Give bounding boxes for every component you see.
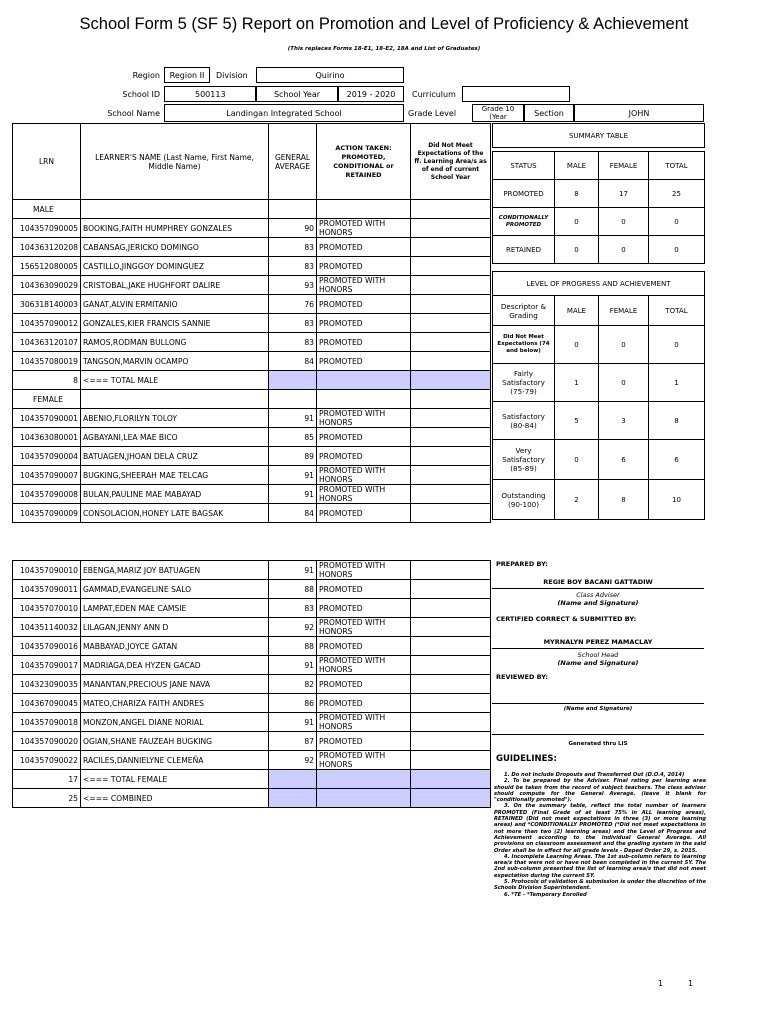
- learner-action: PROMOTED: [317, 447, 411, 466]
- learner-row: [13, 257, 491, 276]
- learner-row: [13, 751, 491, 770]
- learner-average: 87: [269, 732, 317, 751]
- shaded-cell: [411, 371, 491, 390]
- learner-lrn: 104357090007: [13, 466, 81, 485]
- summary-col-female: FEMALE: [599, 152, 649, 180]
- guidelines-title: GUIDELINES:: [496, 754, 557, 764]
- learner-action: PROMOTED: [317, 333, 411, 352]
- progress-desc: Satisfactory (80-84): [493, 402, 555, 440]
- learner-action: PROMOTED: [317, 428, 411, 447]
- learner-lrn: 104357090008: [13, 485, 81, 504]
- signature-line: [492, 703, 704, 704]
- learner-action: PROMOTED: [317, 580, 411, 599]
- learner-not-met: [411, 751, 491, 770]
- learner-not-met: [411, 428, 491, 447]
- learner-average: 88: [269, 637, 317, 656]
- learner-name: RACILES,DANNIELYNE CLEMEÑA: [81, 751, 269, 770]
- progress-col-female: FEMALE: [599, 296, 649, 326]
- learner-not-met: [411, 637, 491, 656]
- learner-row: [13, 732, 491, 751]
- guideline-item: 2. To be prepared by the Adviser. Final rating per learning area should be taken from the record of subject teachers. The class adviser should compute for the General Average. (leave it blank for "conditionally promoted").: [494, 778, 706, 804]
- col-lrn: LRN: [13, 124, 81, 200]
- learner-name: ABENIO,FLORILYN TOLOY: [81, 409, 269, 428]
- col-average: GENERAL AVERAGE: [269, 124, 317, 200]
- guideline-item: 1. Do not include Dropouts and Transferred Out (D.O.4, 2014): [504, 772, 685, 778]
- learner-average: 83: [269, 333, 317, 352]
- learner-lrn: 104357070010: [13, 599, 81, 618]
- learner-not-met: [411, 352, 491, 371]
- learner-action: PROMOTED WITH HONORS: [317, 618, 411, 637]
- learner-name: BULAN,PAULINE MAE MABAYAD: [81, 485, 269, 504]
- learner-row: [13, 713, 491, 732]
- learner-not-met: [411, 485, 491, 504]
- school-year-label: School Year: [256, 86, 338, 102]
- learner-lrn: 104357090022: [13, 751, 81, 770]
- shaded-cell: [269, 770, 317, 789]
- learner-lrn: 104357090004: [13, 447, 81, 466]
- learner-not-met: [411, 257, 491, 276]
- learner-lrn: 104357090011: [13, 580, 81, 599]
- page-count: 1: [688, 979, 694, 988]
- learner-lrn: 156512080005: [13, 257, 81, 276]
- learner-not-met: [411, 314, 491, 333]
- learner-name: TANGSON,MARVIN OCAMPO: [81, 352, 269, 371]
- adviser-note: (Name and Signature): [557, 599, 639, 607]
- learner-not-met: [411, 447, 491, 466]
- learner-lrn: 104357090012: [13, 314, 81, 333]
- learner-average: 76: [269, 295, 317, 314]
- learner-lrn: 104363080001: [13, 428, 81, 447]
- learner-lrn: 104323090035: [13, 675, 81, 694]
- learner-average: 85: [269, 428, 317, 447]
- learner-not-met: [411, 561, 491, 580]
- shaded-cell: [317, 371, 411, 390]
- learner-row: [13, 656, 491, 675]
- learner-action: PROMOTED: [317, 238, 411, 257]
- learner-name: BUGKING,SHEERAH MAE TELCAG: [81, 466, 269, 485]
- learner-row: [13, 675, 491, 694]
- learner-not-met: [411, 409, 491, 428]
- learner-name: LAMPAT,EDEN MAE CAMSIE: [81, 599, 269, 618]
- progress-col-total: TOTAL: [649, 296, 705, 326]
- combined-label: <=== COMBINED: [81, 789, 269, 808]
- division-label: Division: [216, 70, 248, 80]
- learner-action: PROMOTED: [317, 504, 411, 523]
- learner-lrn: 104367090045: [13, 694, 81, 713]
- learner-action: PROMOTED WITH HONORS: [317, 276, 411, 295]
- summary-col-total: TOTAL: [649, 152, 705, 180]
- learner-average: 83: [269, 238, 317, 257]
- learner-row: [13, 428, 491, 447]
- grade-level-label: Grade Level: [408, 108, 457, 118]
- learner-action: PROMOTED: [317, 599, 411, 618]
- learner-action: PROMOTED: [317, 694, 411, 713]
- empty-cell: [411, 390, 491, 409]
- learner-action: PROMOTED WITH HONORS: [317, 485, 411, 504]
- section-value: JOHN: [574, 104, 704, 122]
- learner-row: [13, 219, 491, 238]
- learner-not-met: [411, 656, 491, 675]
- total-male-label: <=== TOTAL MALE: [81, 371, 269, 390]
- spacer: [493, 264, 705, 272]
- school-id-label: School ID: [122, 89, 160, 99]
- head-name: MYRNALYN PEREZ MAMACLAY: [543, 638, 653, 646]
- learner-name: MABBAYAD,JOYCE GATAN: [81, 637, 269, 656]
- summary-female: 0: [599, 208, 649, 236]
- learner-not-met: [411, 219, 491, 238]
- school-name-value: Landingan Integrated School: [164, 104, 404, 122]
- summary-female: 0: [599, 236, 649, 264]
- learner-action: PROMOTED WITH HONORS: [317, 561, 411, 580]
- page-number: 1: [658, 979, 664, 988]
- learner-name: MADRIAGA,DEA HYZEN GACAD: [81, 656, 269, 675]
- learner-row: [13, 599, 491, 618]
- learner-action: PROMOTED WITH HONORS: [317, 409, 411, 428]
- learner-average: 89: [269, 447, 317, 466]
- progress-total: 0: [649, 326, 705, 364]
- learner-average: 91: [269, 656, 317, 675]
- learner-name: OGIAN,SHANE FAUZEAH BUGKING: [81, 732, 269, 751]
- combined-count: 25: [13, 789, 81, 808]
- progress-desc: Fairly Satisfactory (75-79): [493, 364, 555, 402]
- empty-cell: [81, 200, 269, 219]
- summary-status: CONDITIONALLY PROMOTED: [493, 208, 555, 236]
- learner-not-met: [411, 618, 491, 637]
- adviser-name: REGIE BOY BACANI GATTADIW: [543, 578, 653, 586]
- learner-row: [13, 637, 491, 656]
- section-label: Section: [524, 104, 574, 122]
- learner-lrn: 104363090029: [13, 276, 81, 295]
- learner-name: AGBAYANI,LEA MAE BICO: [81, 428, 269, 447]
- learner-not-met: [411, 504, 491, 523]
- learner-action: PROMOTED: [317, 637, 411, 656]
- learner-row: [13, 580, 491, 599]
- learner-name: LILAGAN,JENNY ANN D: [81, 618, 269, 637]
- learner-row: [13, 694, 491, 713]
- progress-desc: Did Not Meet Expectations (74 and below): [493, 326, 555, 364]
- learner-average: 91: [269, 713, 317, 732]
- signature-line: [492, 588, 704, 589]
- curriculum-value: [462, 86, 570, 102]
- school-id-value: 500113: [164, 86, 256, 102]
- signature-line: [492, 734, 704, 735]
- learner-name: MANANTAN,PRECIOUS JANE NAVA: [81, 675, 269, 694]
- learner-action: PROMOTED: [317, 732, 411, 751]
- summary-female: 17: [599, 180, 649, 208]
- learner-name: CASTILLO,JINGGOY DOMINGUEZ: [81, 257, 269, 276]
- head-note: (Name and Signature): [557, 659, 639, 667]
- summary-col-male: MALE: [555, 152, 599, 180]
- learner-lrn: 104357090018: [13, 713, 81, 732]
- curriculum-label: Curriculum: [412, 89, 456, 99]
- learner-lrn: 104357090017: [13, 656, 81, 675]
- total-female-label: <=== TOTAL FEMALE: [81, 770, 269, 789]
- region-value: Region II: [164, 67, 210, 83]
- learner-row: [13, 409, 491, 428]
- learner-row: [13, 238, 491, 257]
- learner-action: PROMOTED WITH HONORS: [317, 713, 411, 732]
- learner-lrn: 104357090020: [13, 732, 81, 751]
- progress-total: 8: [649, 402, 705, 440]
- learner-table-continued: [12, 560, 491, 808]
- progress-female: 0: [599, 326, 649, 364]
- learner-average: 84: [269, 504, 317, 523]
- learner-average: 90: [269, 219, 317, 238]
- learner-not-met: [411, 599, 491, 618]
- learner-name: BATUAGEN,JHOAN DELA CRUZ: [81, 447, 269, 466]
- progress-desc: Very Satisfactory (85-89): [493, 440, 555, 480]
- certified-label: CERTIFIED CORRECT & SUBMITTED BY:: [496, 615, 637, 623]
- page-subtitle: (This replaces Forms 18-E1, 18-E2, 18A and List of Graduates): [287, 46, 481, 52]
- summary-total: 0: [649, 208, 705, 236]
- shaded-cell: [317, 789, 411, 808]
- learner-average: 83: [269, 599, 317, 618]
- progress-male: 0: [555, 326, 599, 364]
- shaded-cell: [269, 789, 317, 808]
- learner-lrn: 104357090005: [13, 219, 81, 238]
- guideline-item: 4. Incomplete Learning Areas. The 1st sub-column refers to learning area/s that were not or have not been completed in the current SY. The 2nd sub-column presented the list of learning area/s that did not meet expectation during the current SY.: [494, 853, 706, 879]
- empty-cell: [81, 390, 269, 409]
- adviser-role: Class Adviser: [576, 591, 620, 599]
- col-action: ACTION TAKEN: PROMOTED, CONDITIONAL or RETAINED: [317, 124, 411, 200]
- learner-name: GAMMAD,EVANGELINE SALO: [81, 580, 269, 599]
- learner-name: MATEO,CHARIZA FAITH ANDRES: [81, 694, 269, 713]
- learner-action: PROMOTED WITH HONORS: [317, 751, 411, 770]
- col-not-met: Did Not Meet Expectations of the ff. Learning Area/s as of end of current School Year: [411, 124, 491, 200]
- learner-row: [13, 504, 491, 523]
- guidelines-list: [494, 772, 706, 898]
- learner-action: PROMOTED WITH HONORS: [317, 219, 411, 238]
- summary-title: SUMMARY TABLE: [493, 124, 705, 148]
- progress-female: 6: [599, 440, 649, 480]
- reviewed-by-label: REVIEWED BY:: [496, 673, 548, 681]
- region-label: Region: [132, 70, 160, 80]
- learner-average: 92: [269, 618, 317, 637]
- guideline-item: 3. On the summary table, reflect the total number of learners PROMOTED (Final Grade of at least 75% in ALL learning areas), RETAINED (Did not meet expectations in three (3) or more learning areas) and *CONDITIONALLY PROMOTED (*Did not meet expectations in not more than two (2) learning areas) and the Level of Progress and Achievement according to the individual General Average. All provisions on classroom assessment and the grading system in the said Order shall be in effect for all grade levels - Deped Order 29, s. 2015.: [494, 803, 706, 854]
- learner-lrn: 306318140003: [13, 295, 81, 314]
- learner-action: PROMOTED: [317, 352, 411, 371]
- learner-action: PROMOTED WITH HONORS: [317, 656, 411, 675]
- learner-average: 83: [269, 257, 317, 276]
- head-role: School Head: [577, 651, 619, 659]
- learner-name: MONZON,ANGEL DIANE NORIAL: [81, 713, 269, 732]
- learner-not-met: [411, 732, 491, 751]
- progress-col-male: MALE: [555, 296, 599, 326]
- female-section-label: FEMALE: [13, 390, 81, 409]
- learner-action: PROMOTED: [317, 295, 411, 314]
- learner-lrn: 104357090010: [13, 561, 81, 580]
- learner-row: [13, 618, 491, 637]
- learner-not-met: [411, 276, 491, 295]
- shaded-cell: [411, 770, 491, 789]
- learner-average: 91: [269, 561, 317, 580]
- learner-not-met: [411, 675, 491, 694]
- progress-total: 6: [649, 440, 705, 480]
- summary-total: 0: [649, 236, 705, 264]
- summary-male: 8: [555, 180, 599, 208]
- learner-not-met: [411, 295, 491, 314]
- learner-row: [13, 333, 491, 352]
- learner-name: GANAT,ALVIN ERMITANIO: [81, 295, 269, 314]
- learner-row: [13, 314, 491, 333]
- learner-not-met: [411, 694, 491, 713]
- school-year-value: 2019 - 2020: [338, 86, 404, 102]
- learner-row: [13, 466, 491, 485]
- summary-male: 0: [555, 236, 599, 264]
- empty-cell: [269, 200, 317, 219]
- learner-row: [13, 485, 491, 504]
- learner-lrn: 104351140032: [13, 618, 81, 637]
- progress-col-desc: Descriptor & Grading: [493, 296, 555, 326]
- learner-lrn: 104357090001: [13, 409, 81, 428]
- summary-table: [492, 123, 705, 520]
- learner-average: 91: [269, 485, 317, 504]
- learner-not-met: [411, 238, 491, 257]
- learner-action: PROMOTED: [317, 314, 411, 333]
- page-title: School Form 5 (SF 5) Report on Promotion and Level of Proficiency & Achievement: [79, 15, 689, 33]
- learner-not-met: [411, 713, 491, 732]
- empty-cell: [269, 390, 317, 409]
- progress-female: 0: [599, 364, 649, 402]
- learner-row: [13, 352, 491, 371]
- learner-lrn: 104357080019: [13, 352, 81, 371]
- learner-average: 88: [269, 580, 317, 599]
- progress-total: 10: [649, 480, 705, 520]
- learner-average: 82: [269, 675, 317, 694]
- learner-name: CABANSAG,JERICKO DOMINGO: [81, 238, 269, 257]
- learner-lrn: 104357090016: [13, 637, 81, 656]
- empty-cell: [317, 390, 411, 409]
- learner-name: CRISTOBAL,JAKE HUGHFORT DALIRE: [81, 276, 269, 295]
- total-male-count: 8: [13, 371, 81, 390]
- learner-name: GONZALES,KIER FRANCIS SANNIE: [81, 314, 269, 333]
- learner-name: BOOKING,FAITH HUMPHREY GONZALES: [81, 219, 269, 238]
- summary-total: 25: [649, 180, 705, 208]
- summary-male: 0: [555, 208, 599, 236]
- shaded-cell: [269, 371, 317, 390]
- learner-table: [12, 123, 491, 523]
- shaded-cell: [317, 770, 411, 789]
- learner-row: [13, 295, 491, 314]
- generated-note: Generated thru LIS: [568, 741, 628, 747]
- learner-lrn: 104357090009: [13, 504, 81, 523]
- progress-desc: Outstanding (90-100): [493, 480, 555, 520]
- prepared-by-label: PREPARED BY:: [496, 560, 548, 568]
- learner-average: 92: [269, 751, 317, 770]
- learner-average: 86: [269, 694, 317, 713]
- learner-name: RAMOS,RODMAN BULLONG: [81, 333, 269, 352]
- learner-not-met: [411, 333, 491, 352]
- progress-female: 3: [599, 402, 649, 440]
- progress-male: 0: [555, 440, 599, 480]
- progress-total: 1: [649, 364, 705, 402]
- summary-status: PROMOTED: [493, 180, 555, 208]
- learner-row: [13, 447, 491, 466]
- progress-title: LEVEL OF PROGRESS AND ACHIEVEMENT: [493, 272, 705, 296]
- guideline-item: 5. Protocols of validation & submission is under the discretion of the Schools Division Superintendent.: [494, 879, 706, 892]
- school-name-label: School Name: [107, 108, 160, 118]
- division-value: Quirino: [256, 67, 404, 83]
- learner-average: 83: [269, 314, 317, 333]
- learner-name: EBENGA,MARIZ JOY BATUAGEN: [81, 561, 269, 580]
- progress-male: 5: [555, 402, 599, 440]
- shaded-cell: [411, 789, 491, 808]
- total-female-count: 17: [13, 770, 81, 789]
- learner-not-met: [411, 466, 491, 485]
- progress-male: 2: [555, 480, 599, 520]
- grade-level-value: Grade 10 (Year: [472, 104, 524, 122]
- guideline-item: 6. *TE - *Temporary Enrolled: [504, 891, 587, 898]
- learner-average: 84: [269, 352, 317, 371]
- learner-action: PROMOTED: [317, 675, 411, 694]
- learner-action: PROMOTED: [317, 257, 411, 276]
- signature-line: [492, 648, 704, 649]
- progress-male: 1: [555, 364, 599, 402]
- progress-female: 8: [599, 480, 649, 520]
- summary-col-status: STATUS: [493, 152, 555, 180]
- learner-average: 91: [269, 466, 317, 485]
- summary-status: RETAINED: [493, 236, 555, 264]
- empty-cell: [411, 200, 491, 219]
- male-section-label: MALE: [13, 200, 81, 219]
- learner-lrn: 104363120208: [13, 238, 81, 257]
- empty-cell: [317, 200, 411, 219]
- col-name: LEARNER'S NAME (Last Name, First Name, Middle Name): [81, 124, 269, 200]
- learner-row: [13, 276, 491, 295]
- reviewer-note: (Name and Signature): [563, 706, 633, 712]
- learner-average: 93: [269, 276, 317, 295]
- learner-name: CONSOLACION,HONEY LATE BAGSAK: [81, 504, 269, 523]
- learner-action: PROMOTED WITH HONORS: [317, 466, 411, 485]
- learner-row: [13, 561, 491, 580]
- learner-not-met: [411, 580, 491, 599]
- learner-average: 91: [269, 409, 317, 428]
- learner-lrn: 104363120107: [13, 333, 81, 352]
